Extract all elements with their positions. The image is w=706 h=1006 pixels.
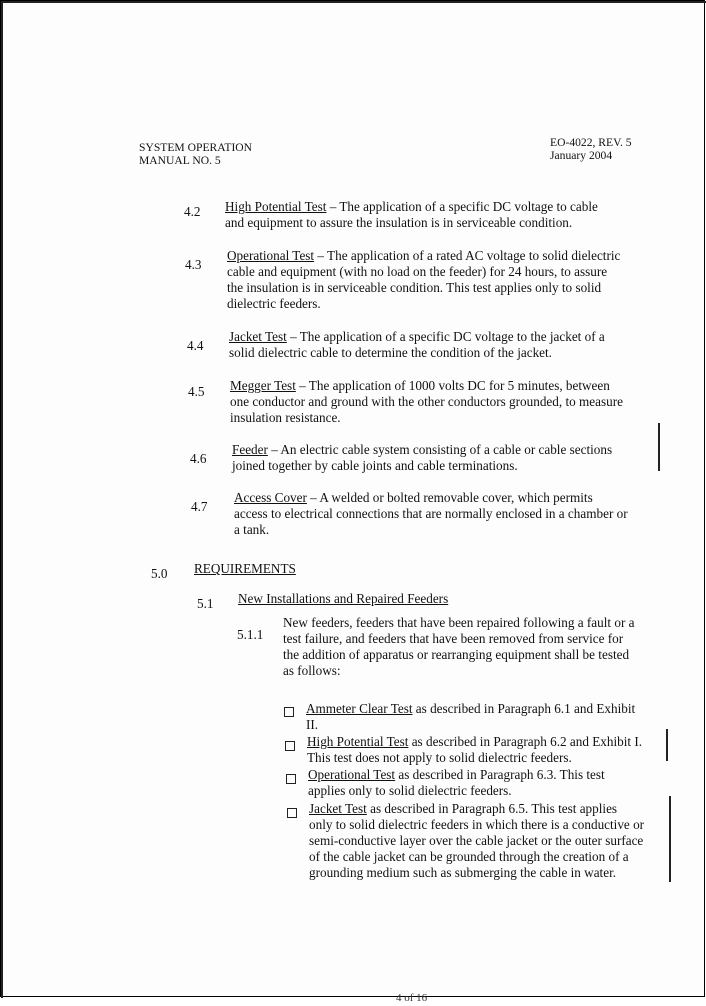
test-name: Ammeter Clear Test	[306, 701, 413, 716]
definition-text: and equipment to assure the insulation is in serviceable condition.	[225, 215, 573, 230]
paragraph-line: the addition of apparatus or rearranging equipment shall be tested	[283, 647, 630, 662]
revision-bar	[669, 796, 671, 882]
checkbox-icon	[284, 707, 294, 717]
header-left	[139, 141, 252, 167]
section-number: 4.5	[188, 384, 205, 399]
checklist-first-line	[306, 701, 635, 717]
definition-term: Megger Test	[230, 378, 296, 393]
header-document-number: EO-4022, REV. 5	[550, 136, 632, 149]
definition-text: – The application of a specific DC voltage to the jacket of a	[286, 329, 605, 344]
subsection-number: 5.1	[197, 596, 214, 611]
definition-text: a tank.	[234, 522, 270, 537]
definition-first-line	[234, 490, 628, 506]
definition-first-line	[229, 329, 605, 345]
header-manual-number: MANUAL NO. 5	[139, 154, 221, 167]
checklist-text: as described in Paragraph 6.2 and Exhibit I.	[408, 734, 643, 749]
test-name: Jacket Test	[309, 801, 367, 816]
definition-first-line	[230, 378, 623, 394]
definition-text: cable and equipment (with no load on the feeder) for 24 hours, to assure	[227, 264, 608, 279]
checklist-text: only to solid dielectric feeders in which there is a conductive or	[309, 817, 645, 832]
subsection-heading: New Installations and Repaired Feeders	[238, 591, 449, 606]
definition-text: solid dielectric cable to determine the condition of the jacket.	[229, 345, 552, 360]
checklist-text: as described in Paragraph 6.3. This test	[395, 767, 605, 782]
definition-text: the insulation is in serviceable condition. This test applies only to solid	[227, 280, 602, 295]
definition-term: Operational Test	[227, 248, 315, 263]
checklist-text: as described in Paragraph 6.5. This test applies	[366, 801, 618, 816]
section-number: 5.0	[151, 566, 168, 581]
paragraph-line: test failure, and feeders that have been removed from service for	[283, 631, 624, 646]
definition-first-line	[225, 199, 598, 215]
test-name: Operational Test	[308, 767, 396, 782]
test-name: High Potential Test	[307, 734, 409, 749]
definition-text: insulation resistance.	[230, 410, 341, 425]
paragraph-line: as follows:	[283, 663, 341, 678]
section-number: 4.6	[190, 451, 207, 466]
revision-bar	[666, 729, 668, 761]
definition-text: access to electrical connections that are normally enclosed in a chamber or	[234, 506, 628, 521]
checklist-text: of the cable jacket can be grounded through the creation of a	[309, 849, 629, 864]
revision-bar	[658, 423, 660, 471]
definition-term: Feeder	[232, 442, 268, 457]
definition-text: – The application of 1000 volts DC for 5 minutes, between	[295, 378, 610, 393]
checklist-first-line	[307, 734, 642, 750]
section-number: 4.4	[187, 338, 204, 353]
checklist-text: grounding medium such as submerging the cable in water.	[309, 865, 617, 880]
checklist-text: semi-conductive layer over the cable jacket or the outer surface	[309, 833, 644, 848]
scan-edge-left	[1, 1, 3, 998]
definition-text: – The application of a rated AC voltage to solid dielectric	[314, 248, 621, 263]
checkbox-icon	[285, 741, 295, 751]
definition-text: joined together by cable joints and cable terminations.	[232, 458, 518, 473]
checklist-text: as described in Paragraph 6.1 and Exhibit	[412, 701, 636, 716]
checkbox-icon	[286, 774, 296, 784]
header-right	[550, 136, 632, 162]
checklist-text: II.	[306, 717, 319, 732]
checkbox-icon	[287, 808, 297, 818]
header-date: January 2004	[550, 149, 613, 162]
definition-text: – The application of a specific DC voltage to cable	[326, 199, 598, 214]
paragraph-text	[283, 615, 635, 679]
definition-term: High Potential Test	[225, 199, 327, 214]
paragraph-line: New feeders, feeders that have been repaired following a fault or a	[283, 615, 635, 630]
definition-first-line	[232, 442, 612, 458]
definition-term: Jacket Test	[229, 329, 287, 344]
definition-term: Access Cover	[234, 490, 307, 505]
definition-text: dielectric feeders.	[227, 296, 321, 311]
section-number: 4.2	[184, 204, 201, 219]
checklist-text: applies only to solid dielectric feeders.	[308, 783, 512, 798]
checklist-first-line	[309, 801, 644, 817]
checklist-text: This test does not apply to solid dielectric feeders.	[307, 750, 572, 765]
scan-edge-top	[1, 1, 706, 3]
section-heading: REQUIREMENTS	[194, 561, 296, 576]
definition-text: – An electric cable system consisting of a cable or cable sections	[267, 442, 613, 457]
header-system-operation: SYSTEM OPERATION	[139, 141, 253, 154]
page-number: 4 of 16	[396, 992, 428, 1004]
paragraph-number: 5.1.1	[237, 627, 264, 642]
checklist-first-line	[308, 767, 605, 783]
definition-text: one conductor and ground with the other conductors grounded, to measure	[230, 394, 623, 409]
definition-first-line	[227, 248, 620, 264]
section-number: 4.7	[191, 499, 208, 514]
definition-text: – A welded or bolted removable cover, which permits	[306, 490, 593, 505]
section-number: 4.3	[185, 257, 202, 272]
